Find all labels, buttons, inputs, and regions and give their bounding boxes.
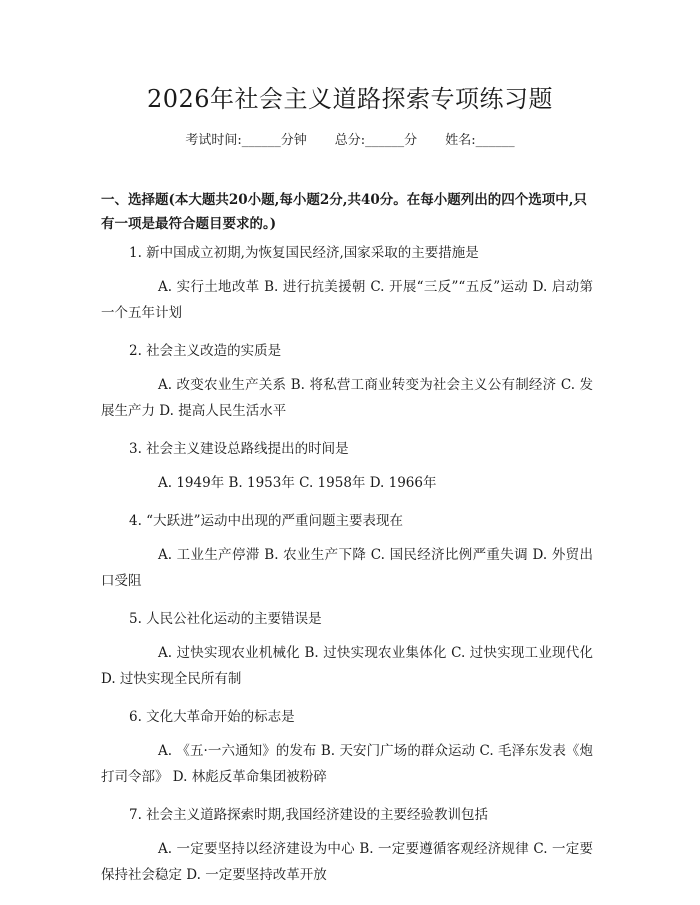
question-stem: 5. 人民公社化运动的主要错误是 <box>129 611 322 627</box>
exam-meta-line <box>0 131 700 151</box>
question-options: A. 一定要坚持以经济建设为中心 B. 一定要遵循客观经济规律 C. 一定要保持社会稳定 D. 一定要坚持改革开放 <box>101 841 593 883</box>
question-stem: 1. 新中国成立初期,为恢复国民经济,国家采取的主要措施是 <box>129 245 479 261</box>
question-item <box>101 704 593 790</box>
exam-time-field: 考试时间:______分钟 <box>185 133 307 148</box>
question-stem: 2. 社会主义改造的实质是 <box>129 343 282 359</box>
question-list <box>101 240 593 900</box>
question-options: A. 改变农业生产关系 B. 将私营工商业转变为社会主义公有制经济 C. 发展生产力 D. 提高人民生活水平 <box>101 377 593 419</box>
question-options: A. 《五·一六通知》的发布 B. 天安门广场的群众运动 C. 毛泽东发表《炮打司令部》 D. 林彪反革命集团被粉碎 <box>101 743 593 785</box>
total-score-field: 总分:______分 <box>334 133 418 148</box>
question-item <box>101 240 593 326</box>
question-item <box>101 338 593 424</box>
question-options: A. 实行土地改革 B. 进行抗美援朝 C. 开展“三反”“五反”运动 D. 启动第一个五年计划 <box>101 279 593 321</box>
question-stem: 4. “大跃进”运动中出现的严重问题主要表现在 <box>129 513 403 529</box>
question-item <box>101 802 593 888</box>
question-stem: 3. 社会主义建设总路线提出的时间是 <box>129 441 349 457</box>
question-item <box>101 508 593 594</box>
question-item <box>101 606 593 692</box>
student-name-field: 姓名:______ <box>445 133 515 148</box>
question-options: A. 过快实现农业机械化 B. 过快实现农业集体化 C. 过快实现工业现代化 D. 过快实现全民所有制 <box>101 645 593 687</box>
page-title: 2026年社会主义道路探索专项练习题 <box>146 85 554 113</box>
question-options: A. 1949年 B. 1953年 C. 1958年 D. 1966年 <box>158 475 437 491</box>
question-options: A. 工业生产停滞 B. 农业生产下降 C. 国民经济比例严重失调 D. 外贸出口受阻 <box>101 547 593 589</box>
question-item <box>101 436 593 496</box>
section-heading: 一、选择题(本大题共20小题,每小题2分,共40分。在每小题列出的四个选项中,只有一项是最符合题目要求的。) <box>101 192 587 232</box>
question-stem: 7. 社会主义道路探索时期,我国经济建设的主要经验教训包括 <box>129 807 488 823</box>
question-stem: 6. 文化大革命开始的标志是 <box>129 709 295 725</box>
